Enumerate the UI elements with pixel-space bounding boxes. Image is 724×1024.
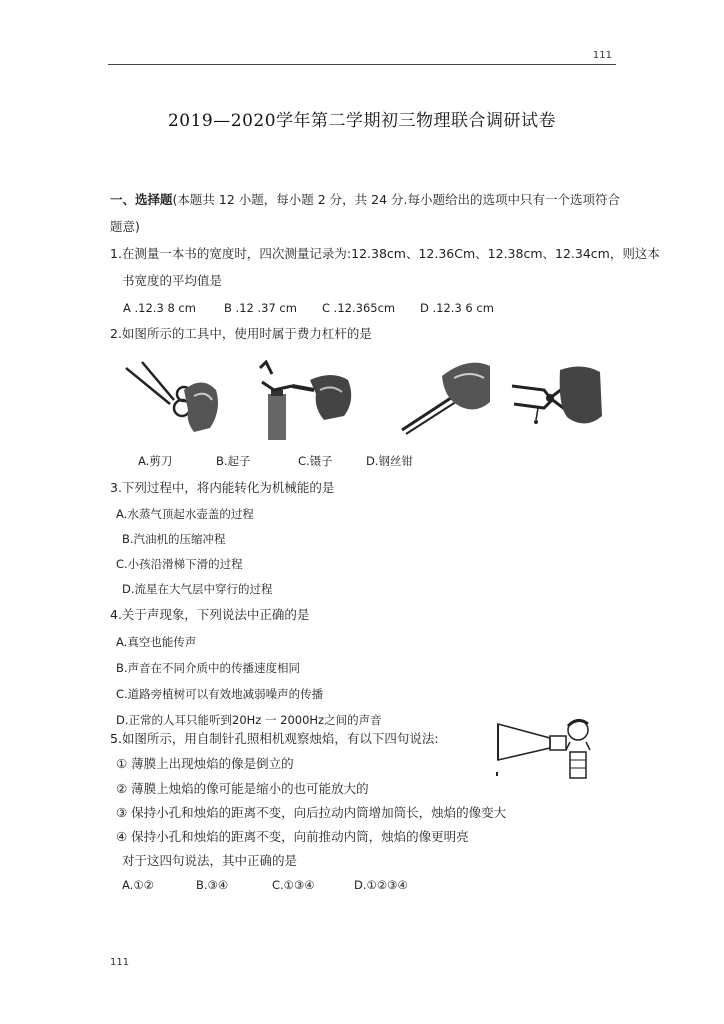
question-3-option-d: D.流星在大气层中穿行的过程 <box>122 582 273 596</box>
section-intro <box>110 192 620 208</box>
question-5-option-c: C.①③④ <box>272 878 315 892</box>
question-5-option-d: D.①②③④ <box>354 878 408 892</box>
question-5-ask: 对于这四句说法，其中正确的是 <box>122 853 298 868</box>
question-1-option-d: D .12.3 6 cm <box>420 301 494 315</box>
question-2-stem: 2.如图所示的工具中，使用时属于费力杠杆的是 <box>110 326 372 341</box>
pinhole-camera-figure <box>494 716 594 784</box>
question-1-option-a: A .12.3 8 cm <box>123 301 196 315</box>
question-1-stem-cont: 书宽度的平均值是 <box>122 273 223 288</box>
question-5-stem: 5.如图所示，用自制针孔照相机观察烛焰，有以下四句说法: <box>110 731 439 746</box>
question-2-option-c: C.镊子 <box>298 454 333 468</box>
question-3-option-a: A.水蒸气顶起水壶盖的过程 <box>116 507 254 521</box>
question-5-statement-2: ② 薄膜上烛焰的像可能是缩小的也可能放大的 <box>116 781 369 796</box>
section-heading: 一、选择题 <box>110 192 173 207</box>
question-4-option-b: B.声音在不同介质中的传播速度相同 <box>116 661 301 675</box>
section-description-cont: 题意) <box>110 219 140 234</box>
question-3-option-b: B.汽油机的压缩冲程 <box>122 532 226 546</box>
bottle-opener-figure <box>252 360 362 440</box>
scissors-figure <box>124 360 224 435</box>
question-5-option-b: B.③④ <box>196 878 229 892</box>
tweezers-figure <box>398 356 493 436</box>
question-2-option-a: A.剪刀 <box>138 454 173 468</box>
question-5-statement-3: ③ 保持小孔和烛焰的距离不变，向后拉动内筒增加筒长，烛焰的像变大 <box>116 805 507 820</box>
page-title: 2019—2020学年第二学期初三物理联合调研试卷 <box>167 111 557 131</box>
question-1-option-b: B .12 .37 cm <box>224 301 297 315</box>
question-1-option-c: C .12.365cm <box>322 301 396 315</box>
question-4-stem: 4.关于声现象，下列说法中正确的是 <box>110 607 310 622</box>
question-5-statement-4: ④ 保持小孔和烛焰的距离不变，向前推动内筒，烛焰的像更明亮 <box>116 829 469 844</box>
question-3-option-c: C.小孩沿滑梯下滑的过程 <box>116 557 243 571</box>
question-4-option-c: C.道路旁植树可以有效地减弱噪声的传播 <box>116 687 324 701</box>
question-4-option-d: D.正常的人耳只能听到20Hz 一 2000Hz之间的声音 <box>116 713 382 727</box>
question-5-option-a: A.①② <box>122 878 154 892</box>
question-1-stem: 1.在测量一本书的宽度时，四次测量记录为:12.38cm、12.36Cm、12.38cm、12.34cm，则这本 <box>110 246 660 261</box>
question-4-option-a: A.真空也能传声 <box>116 635 197 649</box>
header-page-number: 111 <box>592 50 612 61</box>
wire-pliers-figure <box>510 360 605 440</box>
header-rule <box>108 64 616 65</box>
question-3-stem: 3.下列过程中，将内能转化为机械能的是 <box>110 480 335 495</box>
question-2-option-b: B.起子 <box>216 454 251 468</box>
question-5-statement-1: ① 薄膜上出现烛焰的像是倒立的 <box>116 756 294 771</box>
footer-page-number: 111 <box>110 957 130 968</box>
question-2-option-d: D.钢丝钳 <box>366 454 414 468</box>
section-description: (本题共 12 小题，每小题 2 分，共 24 分.每小题给出的选项中只有一个选项符合 <box>172 192 620 207</box>
